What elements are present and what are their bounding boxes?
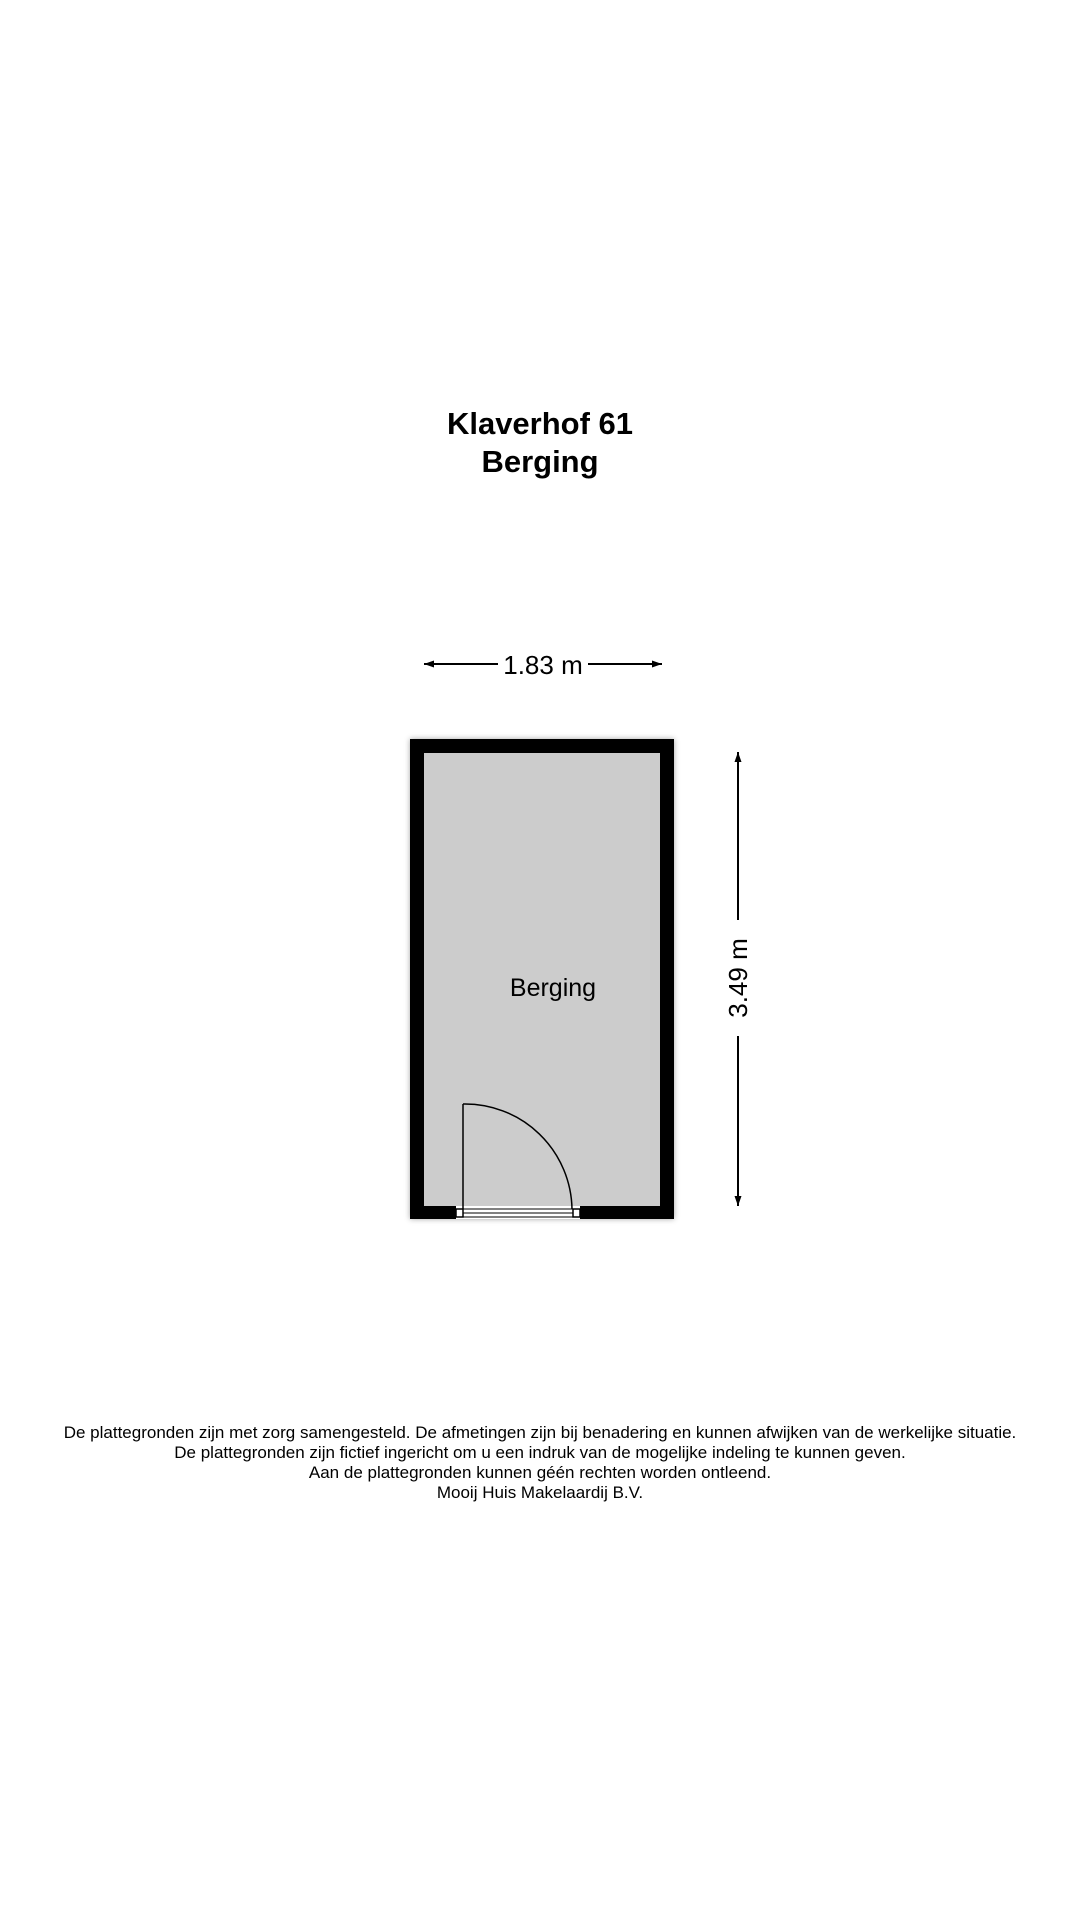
room-berging — [410, 739, 674, 1219]
width-dimension — [424, 650, 662, 680]
width-label: 1.83 m — [503, 650, 583, 680]
disclaimer-line-1: De plattegronden zijn met zorg samengesteld. De afmetingen zijn bij benadering en kunnen afwijken van de werkelijke situatie. — [63, 1423, 1017, 1442]
disclaimer-line-3: Aan de plattegronden kunnen géén rechten worden ontleend. — [308, 1463, 772, 1482]
door-jamb-right — [573, 1209, 580, 1217]
room-label: Berging — [509, 974, 597, 1002]
floor-title: Berging — [481, 444, 599, 479]
height-dimension — [723, 752, 753, 1206]
disclaimer-line-4: Mooij Huis Makelaardij B.V. — [436, 1483, 644, 1502]
door-jamb-left — [456, 1209, 463, 1217]
disclaimer-line-2: De plattegronden zijn fictief ingericht om u een indruk van de mogelijke indeling te kunnen geven. — [174, 1443, 906, 1462]
disclaimer — [0, 1423, 1080, 1503]
address-title: Klaverhof 61 — [446, 406, 634, 441]
height-label: 3.49 m — [723, 938, 753, 1018]
